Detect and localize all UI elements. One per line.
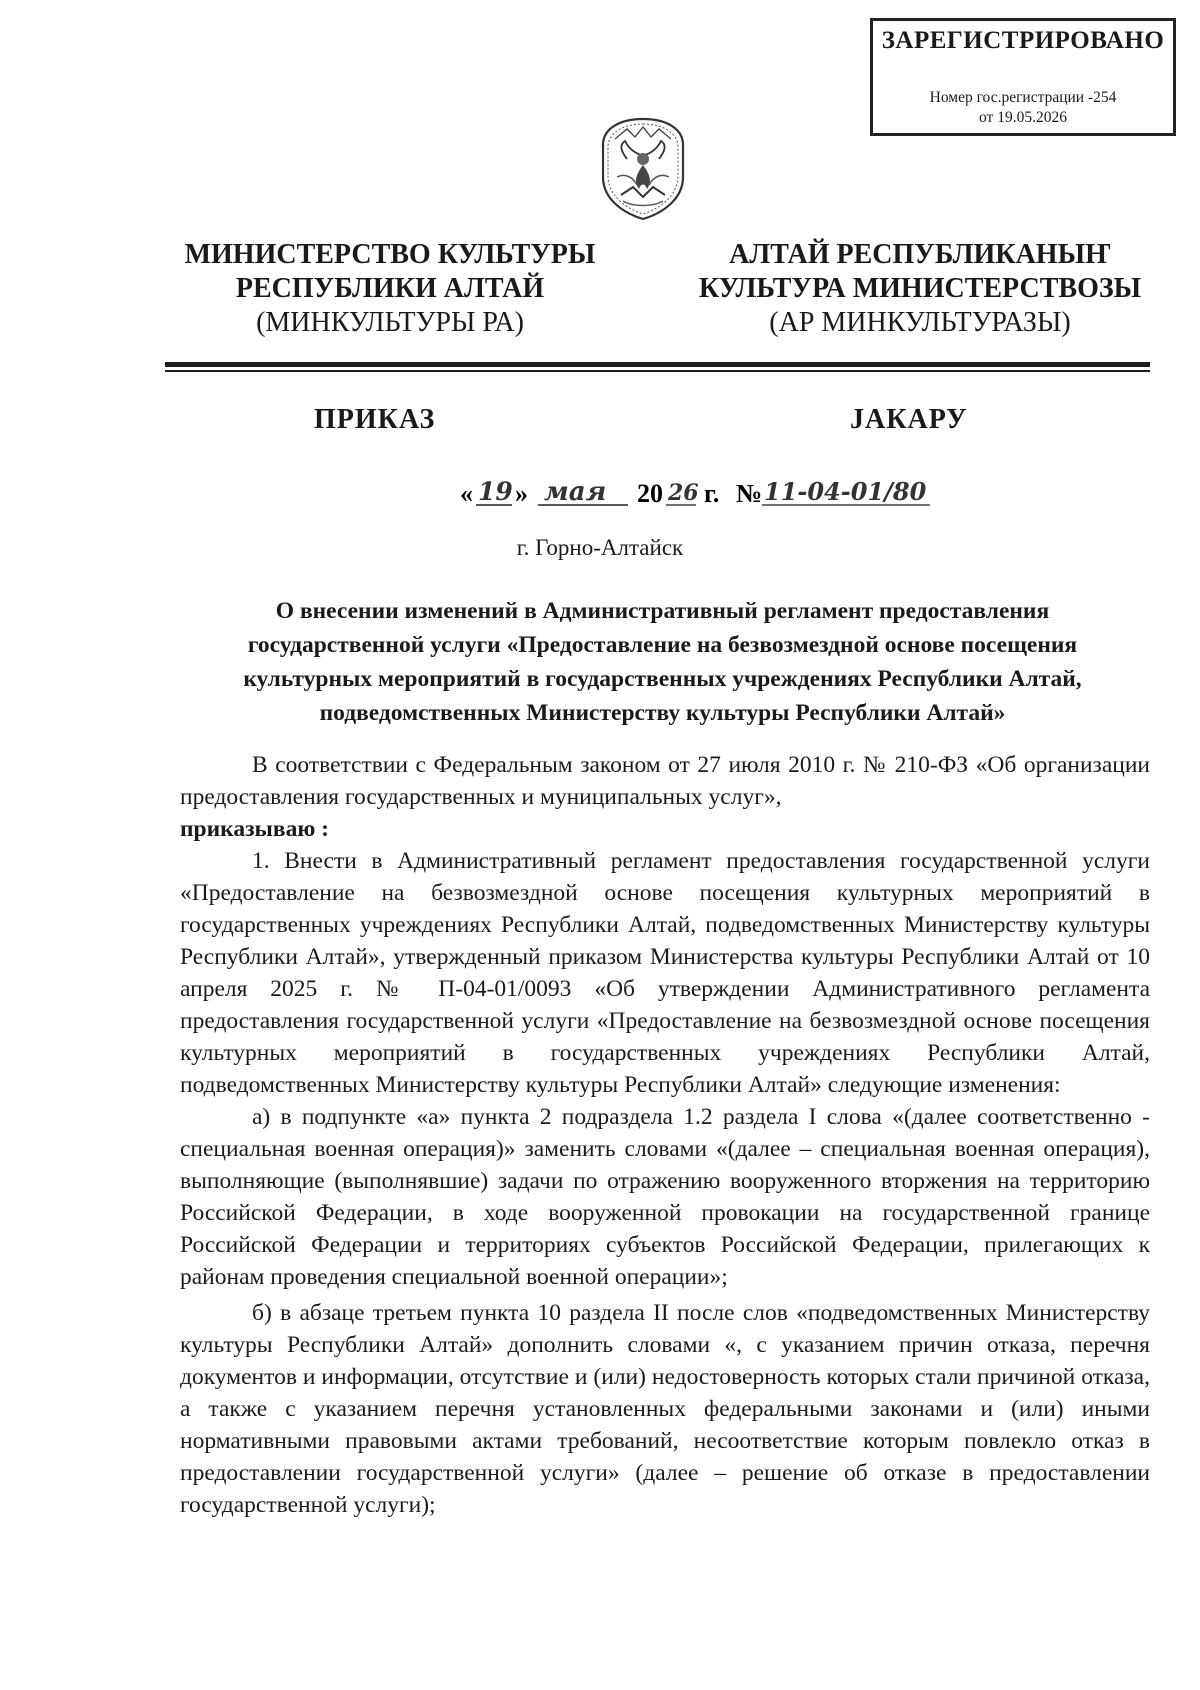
item-b-paragraph: б) в абзаце третьем пункта 10 раздела II после слов «подведомственных Министерству культуры Республики Алтай» дополнить словами «, с указанием причин отказа, перечня документов и информации, отсутствие и (или) недостоверность которых стали причиной отказа, а также с указанием перечня установленных федеральными законами и (или) иными нормативными правовыми актами требований, несоответствие которым повлекло отказ в предоставлении государственной услуги» (далее – решение об отказе в предоставлении государственной услуги); <box>180 1300 1150 1518</box>
order-date-number-line <box>460 470 980 514</box>
preamble-paragraph: В соответствии с Федеральным законом от 27 июля 2010 г. № 210-ФЗ «Об организации предоставления государственных и муниципальных услуг», <box>180 752 1150 810</box>
title-line: культурных мероприятий в государственных учреждениях Республики Алтай, <box>243 666 1082 692</box>
document-title <box>175 594 1150 730</box>
order-number-handwritten: 11-04-01/80 <box>764 477 927 506</box>
ministry-name-altai <box>680 238 1160 340</box>
stamp-title: ЗАРЕГИСТРИРОВАНО <box>881 27 1165 54</box>
ministry-name-russian <box>150 238 630 340</box>
ministry-abbr: (МИНКУЛЬТУРЫ РА) <box>256 307 524 338</box>
document-body <box>180 749 1150 1521</box>
title-line: подведомственных Министерству культуры Республики Алтай» <box>319 700 1006 726</box>
coat-of-arms-icon <box>597 115 689 221</box>
ministry-name-line1: МИНИСТЕРСТВО КУЛЬТУРЫ <box>184 239 596 270</box>
order-heading-russian: ПРИКАЗ <box>314 404 436 435</box>
ministry-name-altai-line2: КУЛЬТУРА МИНИСТЕРСТВОЗЫ <box>698 273 1142 304</box>
date-year-prefix: 20 <box>637 479 663 508</box>
date-close-quote: » <box>515 479 528 508</box>
order-number-sign: № <box>736 479 763 508</box>
ministry-abbr-altai: (АР МИНКУЛЬТУРАЗЫ) <box>769 307 1071 338</box>
order-heading-altai: JАКАРУ <box>850 404 968 435</box>
ministry-name-altai-line1: АЛТАЙ РЕСПУБЛИКАНЫҤ <box>729 239 1111 270</box>
title-line: О внесении изменений в Административный регламент предоставления <box>275 598 1050 624</box>
stamp-reg-date: от 19.05.2026 <box>979 109 1067 126</box>
date-month-handwritten: мая <box>544 477 607 507</box>
date-year-suffix-handwritten: 26 <box>668 480 699 506</box>
header-divider-thick <box>165 362 1150 367</box>
item-1-paragraph: 1. Внести в Административный регламент предоставления государственной услуги «Предоставление на безвозмездной основе посещения культурных мероприятий в государственных учреждениях Республики Алтай, подведомственных Министерству культуры Республики Алтай», утвержденный приказом Министерства культуры Республики Алтай от 10 апреля 2025 г. № П-04-01/0093 «Об утверждении Административного регламента предоставления государственной услуги «Предоставление на безвозмездной основе посещения культурных мероприятий в государственных учреждениях Республики Алтай, подведомственных Министерству культуры Республики Алтай» следующие изменения: <box>180 848 1150 1098</box>
order-word: приказываю : <box>180 816 329 842</box>
title-line: государственной услуги «Предоставление на безвозмездной основе посещения <box>247 632 1078 658</box>
item-a-paragraph: а) в подпункте «а» пункта 2 подраздела 1.2 раздела I слова «(далее соответственно - специальная военная операция)» заменить словами «(далее – специальная военная операция), выполняющие (выполнявшие) задачи по отражению вооруженного вторжения на территорию Российской Федерации, в ходе вооруженной провокации на государственной границе Российской Федерации и территориях субъектов Российской Федерации, прилегающих к районам проведения специальной военной операции»; <box>180 1104 1150 1290</box>
date-day-handwritten: 19 <box>478 477 513 506</box>
date-year-word: г. <box>704 479 720 508</box>
stamp-reg-number: Номер гос.регистрации -254 <box>929 89 1117 106</box>
ministry-name-line2: РЕСПУБЛИКИ АЛТАЙ <box>235 273 545 304</box>
city: г. Горно-Алтайск <box>516 535 684 560</box>
header-divider-thin <box>165 370 1150 372</box>
date-open-quote: « <box>460 479 473 508</box>
registration-stamp <box>870 18 1176 136</box>
